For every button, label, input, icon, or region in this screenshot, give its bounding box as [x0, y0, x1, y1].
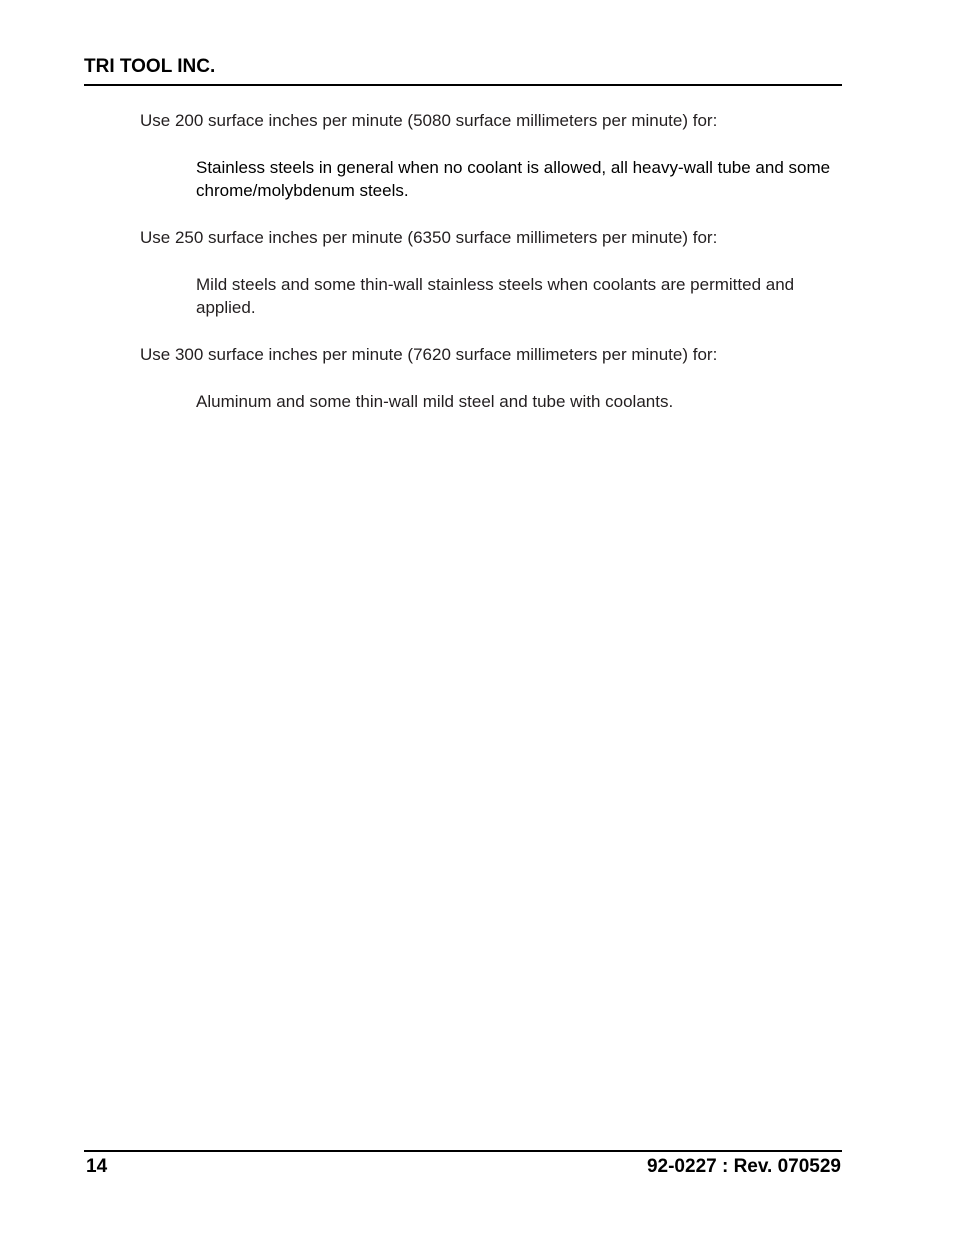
page-number: 14: [86, 1156, 108, 1177]
footer-divider: [84, 1150, 842, 1152]
speed-300-detail: Aluminum and some thin-wall mild steel and tube with coolants.: [196, 392, 674, 411]
speed-250-lead: Use 250 surface inches per minute (6350 surface millimeters per minute) for:: [140, 228, 718, 247]
speed-200-detail: Stainless steels in general when no coolant is allowed, all heavy-wall tube and some chrome/molybdenum steels.: [196, 158, 831, 200]
header-company-name: TRI TOOL INC.: [84, 56, 216, 77]
document-revision: 92-0227 : Rev. 070529: [646, 1156, 841, 1177]
speed-200-lead: Use 200 surface inches per minute (5080 surface millimeters per minute) for:: [140, 111, 718, 130]
speed-300-lead: Use 300 surface inches per minute (7620 surface millimeters per minute) for:: [140, 345, 718, 364]
header-divider: [84, 84, 842, 86]
speed-250-detail: Mild steels and some thin-wall stainless steels when coolants are permitted and applied.: [196, 275, 795, 317]
